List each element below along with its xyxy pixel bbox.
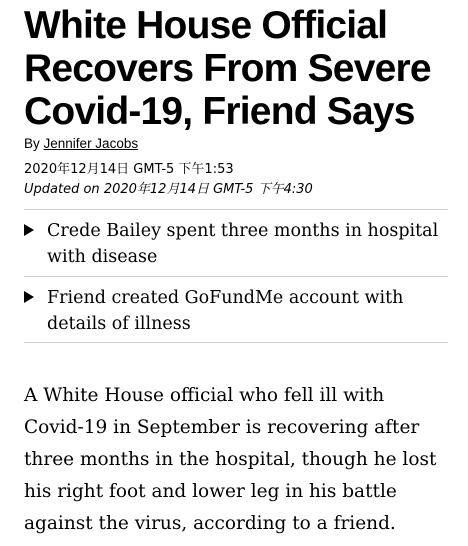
article-headline: White House Official Recovers From Severe Covid-19, Friend Says (24, 4, 431, 133)
takeaway-text: Crede Bailey spent three months in hospital with disease (47, 221, 439, 267)
updated-time: 2020年12月14日 GMT-5 下午4:30 (103, 182, 313, 197)
byline-prefix: By (24, 136, 40, 151)
divider (24, 276, 448, 277)
article-body-paragraph: A White House official who fell ill with Covid-19 in September is recovering after three months in the hospital, though he lost his right foot and lower leg in his battle against the virus, according to a friend. (24, 385, 437, 534)
triangle-bullet-icon (24, 224, 34, 236)
author-link[interactable]: Jennifer Jacobs (43, 136, 139, 151)
takeaway-item (24, 285, 448, 337)
triangle-bullet-icon (24, 291, 34, 303)
divider (24, 342, 448, 343)
updated-timestamp (24, 178, 313, 197)
takeaway-item (24, 218, 448, 270)
divider (24, 209, 448, 210)
published-timestamp: 2020年12月14日 GMT-5 下午1:53 (24, 162, 234, 177)
byline (24, 136, 138, 151)
takeaway-text: Friend created GoFundMe account with details of illness (47, 288, 404, 334)
updated-label: Updated on (24, 182, 100, 197)
